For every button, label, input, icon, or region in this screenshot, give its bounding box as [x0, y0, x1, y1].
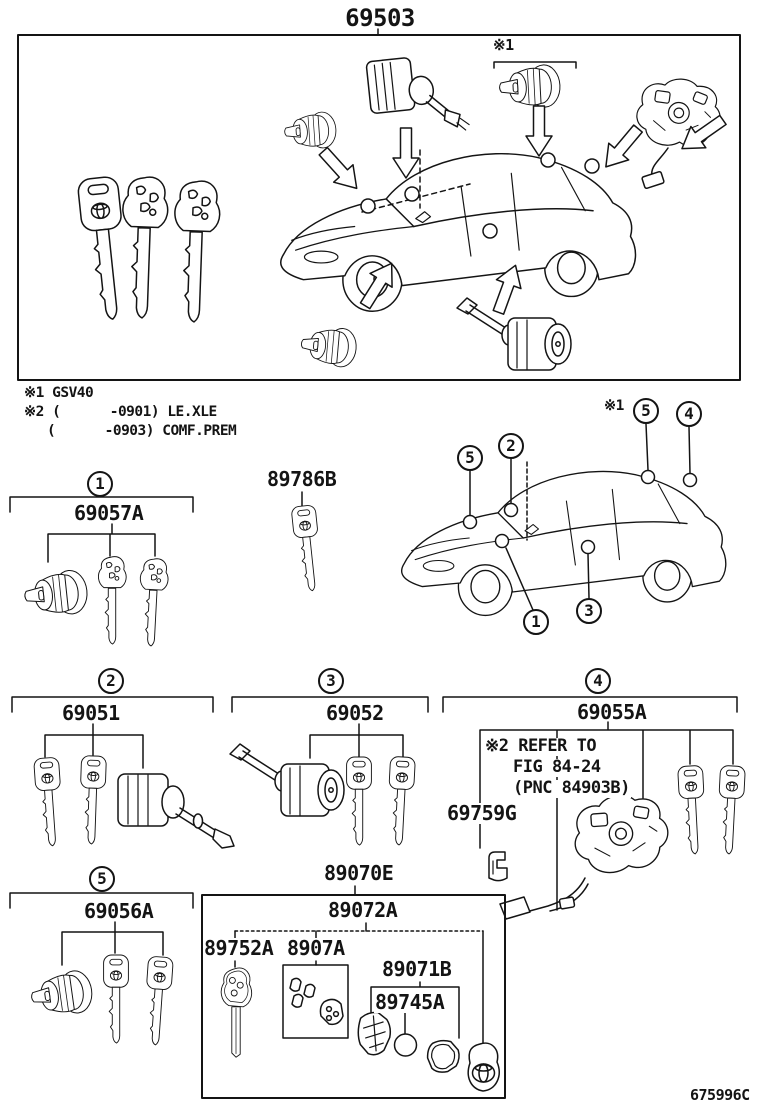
refer-note-line2: FIG 84-24: [513, 757, 601, 777]
trunk-lock-assy-icon: [633, 74, 725, 153]
note-gsv40: ※1 GSV40: [24, 385, 94, 401]
trunk-lock-assy-icon: [572, 792, 670, 875]
cut-key-icon: [171, 180, 221, 322]
battery-icon: [395, 1034, 417, 1056]
section-4-callout: 4: [585, 668, 611, 694]
callout-car-art: [402, 424, 726, 615]
part-number-8907A: 8907A: [287, 936, 345, 960]
arrow-icon: [393, 128, 419, 178]
glovebox-lock-icon: [29, 969, 95, 1019]
part-number-89745A: 89745A: [375, 990, 445, 1014]
blank-key-icon: [104, 955, 129, 1043]
variant-flag-main: ※1: [493, 36, 514, 54]
part-number-89072A: 89072A: [328, 898, 398, 922]
part-number-89071B: 89071B: [382, 957, 452, 981]
arrow-icon: [526, 106, 552, 156]
section-2-callout: 2: [98, 668, 124, 694]
section-2-art: [12, 697, 234, 848]
note-le-xle: ※2 ( -0901) LE.XLE: [24, 404, 217, 420]
cut-key-icon: [137, 558, 169, 647]
blank-key-icon: [34, 757, 65, 847]
refer-note-line1: ※2 REFER TO: [485, 736, 597, 756]
cut-key-icon: [98, 557, 126, 644]
arrow-icon: [596, 120, 648, 175]
part-number-69055A: 69055A: [577, 700, 647, 724]
section-5-callout: 5: [89, 866, 115, 892]
variant-flag-rear: ※1: [604, 398, 624, 414]
callout-5-cowl: 5: [457, 445, 483, 471]
master-key-icon: [77, 176, 132, 321]
button-set-icon: [290, 978, 343, 1024]
part-number-69759G: 69759G: [447, 801, 517, 825]
refer-note-line3: (PNC 84903B): [513, 778, 630, 798]
part-number-89070E: 89070E: [324, 861, 394, 885]
blank-key-icon: [716, 765, 745, 854]
lock-cylinder-icon: [283, 111, 337, 150]
part-number-69051: 69051: [62, 701, 120, 725]
section-3-callout: 3: [318, 668, 344, 694]
part-number-69056A: 69056A: [84, 899, 154, 923]
blank-key-icon: [678, 765, 707, 854]
remote-key-icon: [221, 968, 251, 1057]
part-number-main: 69503: [345, 4, 415, 32]
part-number-69057A: 69057A: [74, 501, 144, 525]
main-assembly-box-art: [18, 29, 740, 380]
callout-1-ignition: 1: [523, 609, 549, 635]
glovebox-lock-icon: [499, 64, 562, 109]
clip-icon: [489, 852, 507, 881]
standalone-key-art: [291, 492, 324, 592]
lock-cylinder-icon: [23, 569, 89, 619]
ignition-lock-icon: [366, 52, 470, 140]
note-comf-prem: ( -0903) COMF.PREM: [47, 423, 237, 439]
blank-key-icon: [347, 757, 372, 845]
fob-back-icon: [427, 1039, 461, 1073]
door-lock-icon: [300, 325, 358, 368]
blank-key-icon: [79, 756, 107, 845]
callout-5-rear: 5: [633, 398, 659, 424]
door-lock-icon: [118, 774, 234, 848]
fob-cover-icon: [468, 1043, 499, 1091]
door-lock-icon: [457, 298, 571, 370]
blank-key-icon: [291, 505, 324, 592]
part-number-89752A: 89752A: [204, 936, 274, 960]
page-code: 675996C: [690, 1086, 750, 1104]
fob-front-icon: [356, 1011, 393, 1056]
door-lock-icon: [230, 744, 344, 816]
cut-key-icon: [119, 176, 169, 318]
part-number-69052: 69052: [326, 701, 384, 725]
part-number-89786B: 89786B: [267, 467, 337, 491]
callout-2-hood: 2: [498, 433, 524, 459]
arrow-icon: [314, 142, 367, 197]
blank-key-icon: [142, 956, 173, 1046]
section-1-callout: 1: [87, 471, 113, 497]
callout-3-door: 3: [576, 598, 602, 624]
blank-key-icon: [386, 756, 415, 845]
callout-4-trunk: 4: [676, 401, 702, 427]
